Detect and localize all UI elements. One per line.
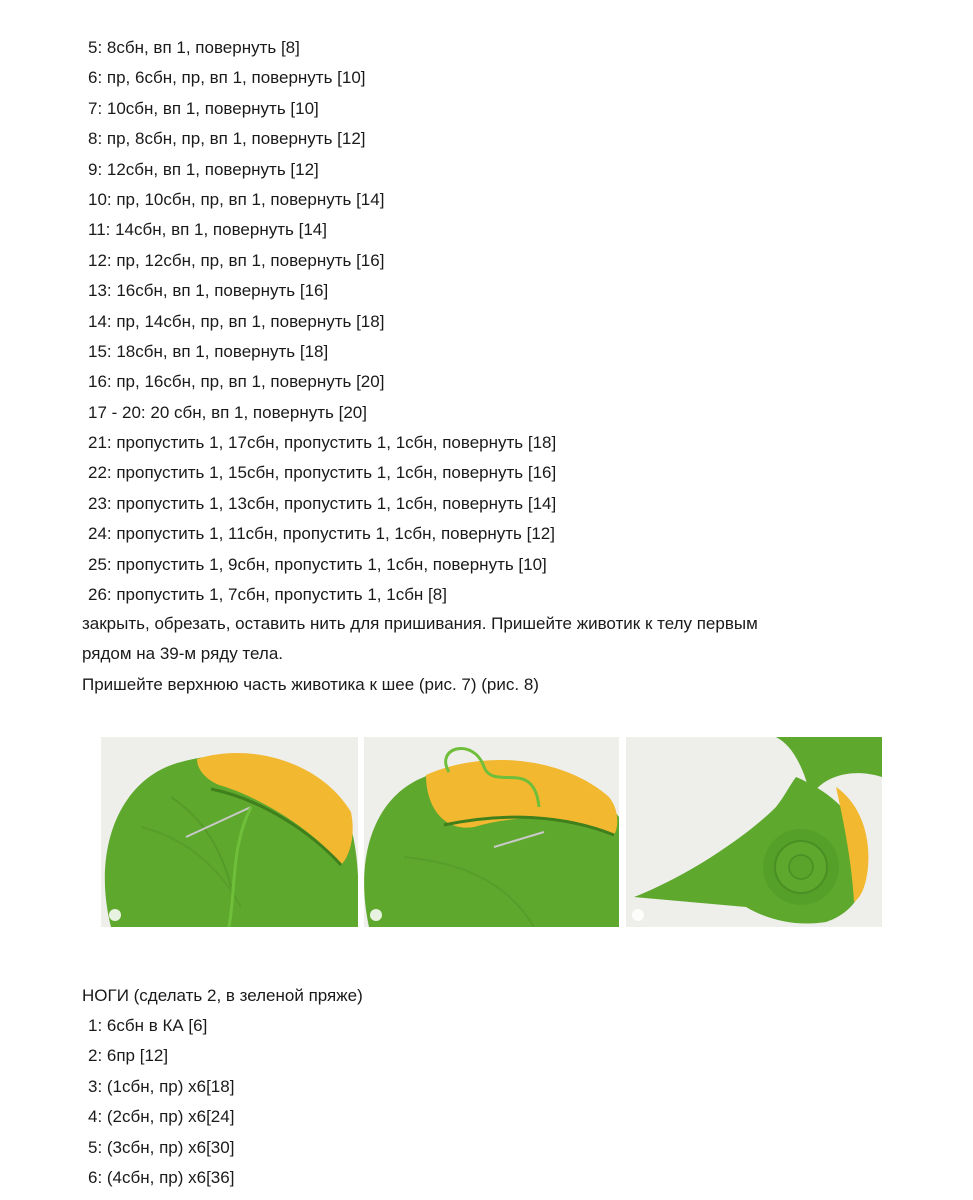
instruction-line: рядом на 39-м ряду тела. — [82, 644, 283, 664]
row-line: 13: 16сбн, вп 1, повернуть [16] — [88, 281, 329, 301]
belly-instructions — [82, 609, 758, 700]
instruction-line: Пришейте верхнюю часть животика к шее (рис. 7) (рис. 8) — [82, 674, 539, 694]
row-line: 15: 18сбн, вп 1, повернуть [18] — [88, 341, 329, 361]
row-line: 3: (1сбн, пр) х6[18] — [88, 1076, 235, 1096]
row-line: 17 - 20: 20 сбн, вп 1, повернуть [20] — [88, 402, 367, 422]
row-line: 21: пропустить 1, 17сбн, пропустить 1, 1сбн, повернуть [18] — [88, 433, 557, 453]
photo-sewing-belly-1 — [101, 737, 358, 927]
row-line: 14: пр, 14сбн, пр, вп 1, повернуть [18] — [88, 311, 385, 331]
row-line: 23: пропустить 1, 13сбн, пропустить 1, 1сбн, повернуть [14] — [88, 493, 557, 513]
row-line: 25: пропустить 1, 9сбн, пропустить 1, 1сбн, повернуть [10] — [88, 554, 547, 574]
photo-body-with-belly — [626, 737, 882, 927]
row-line: 6: (4сбн, пр) х6[36] — [88, 1167, 235, 1187]
row-line: 24: пропустить 1, 11сбн, пропустить 1, 1сбн, повернуть [12] — [88, 524, 555, 544]
row-line: 22: пропустить 1, 15сбн, пропустить 1, 1сбн, повернуть [16] — [88, 463, 557, 483]
instruction-line: закрыть, обрезать, оставить нить для пришивания. Пришейте животик к телу первым — [82, 614, 758, 633]
row-line: 1: 6сбн в КА [6] — [88, 1016, 208, 1035]
row-line: 8: пр, 8сбн, пр, вп 1, повернуть [12] — [88, 129, 366, 149]
row-line: 5: 8сбн, вп 1, повернуть [8] — [88, 38, 300, 57]
legs-rows-list — [88, 1011, 234, 1193]
row-line: 12: пр, 12сбн, пр, вп 1, повернуть [16] — [88, 250, 385, 270]
row-line: 9: 12сбн, вп 1, повернуть [12] — [88, 159, 319, 179]
row-line: 11: 14сбн, вп 1, повернуть [14] — [88, 220, 327, 240]
row-line: 10: пр, 10сбн, пр, вп 1, повернуть [14] — [88, 189, 385, 209]
row-line: 2: 6пр [12] — [88, 1046, 169, 1066]
photo-sewing-belly-2 — [364, 737, 619, 927]
belly-rows-list — [88, 33, 556, 610]
row-line: 5: (3сбн, пр) х6[30] — [88, 1137, 235, 1157]
legs-section-title: НОГИ (сделать 2, в зеленой пряже) — [82, 986, 363, 1005]
row-line: 6: пр, 6сбн, пр, вп 1, повернуть [10] — [88, 68, 366, 88]
row-line: 4: (2сбн, пр) х6[24] — [88, 1107, 235, 1127]
row-line: 16: пр, 16сбн, пр, вп 1, повернуть [20] — [88, 372, 385, 392]
row-line: 7: 10сбн, вп 1, повернуть [10] — [88, 98, 319, 118]
row-line: 26: пропустить 1, 7сбн, пропустить 1, 1сбн [8] — [88, 585, 447, 605]
photo-strip — [101, 737, 882, 927]
